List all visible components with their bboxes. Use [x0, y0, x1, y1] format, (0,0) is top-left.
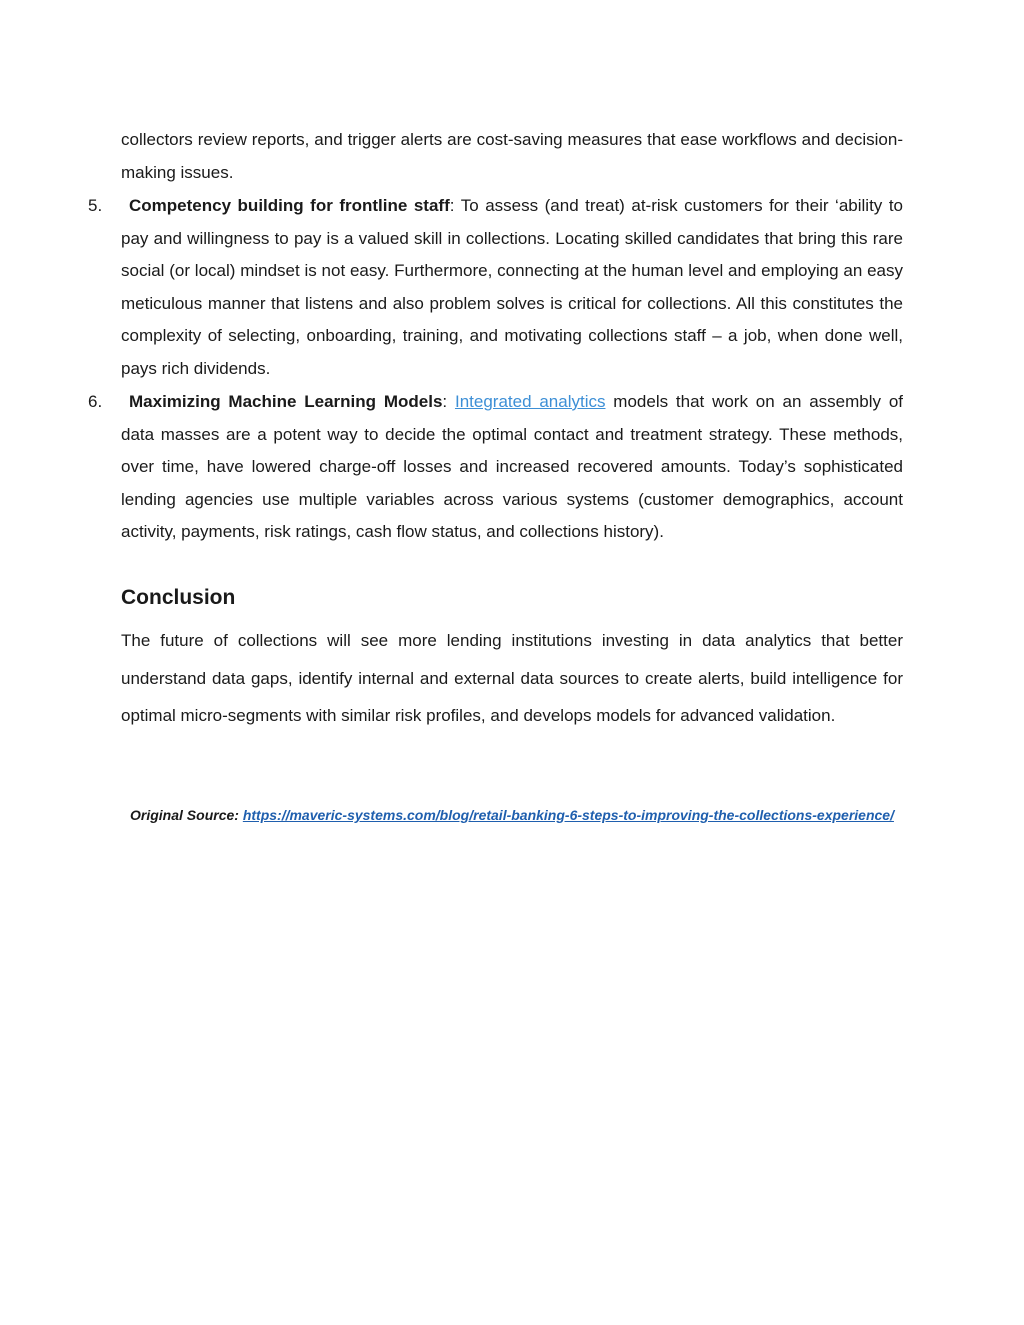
- list-item-separator: :: [442, 392, 455, 411]
- list-number: 6.: [88, 392, 103, 411]
- continuation-paragraph: collectors review reports, and trigger alerts are cost-saving measures that ease workflows and decision-making issues.: [121, 130, 903, 182]
- source-url-link[interactable]: https://maveric-systems.com/blog/retail-banking-6-steps-to-improving-the-collections-experience/: [242, 807, 894, 823]
- list-item-separator: :: [449, 196, 455, 215]
- list-item-5: [88, 190, 903, 386]
- list-number: 5.: [88, 196, 103, 215]
- list-item-6: [88, 386, 903, 549]
- conclusion-heading: Conclusion: [121, 586, 236, 609]
- list-item-text: models that work on an assembly of data masses are a potent way to decide the optimal contact and treatment strategy. These methods, over time, have lowered charge-off losses and increased recovered amounts. Today’s sophisticated lending agencies use multiple variables across various systems (customer demographics, account activity, payments, risk ratings, cash flow status, and collections history).: [121, 392, 903, 542]
- integrated-analytics-link[interactable]: Integrated analytics: [454, 392, 606, 411]
- list-item-text: To assess (and treat) at-risk customers for their ‘ability to pay and willingness to pay is a valued skill in collections. Locating skilled candidates that bring this rare social (or local) mindset is not easy. Furthermore, connecting at the human level and employing an easy meticulous manner that listens and also problem solves is critical for collections. All this constitutes the complexity of selecting, onboarding, training, and motivating collections staff – a job, when done well, pays rich dividends.: [121, 196, 903, 378]
- original-source: [120, 804, 904, 826]
- conclusion-paragraph: The future of collections will see more lending institutions investing in data analytics that better understand data gaps, identify internal and external data sources to create alerts, build intelligence for optimal micro-segments with similar risk profiles, and develops models for advanced validation.: [121, 631, 903, 725]
- source-label: Original Source:: [130, 807, 239, 823]
- list-item-title: Maximizing Machine Learning Models: [129, 392, 443, 411]
- list-item-title: Competency building for frontline staff: [129, 196, 450, 215]
